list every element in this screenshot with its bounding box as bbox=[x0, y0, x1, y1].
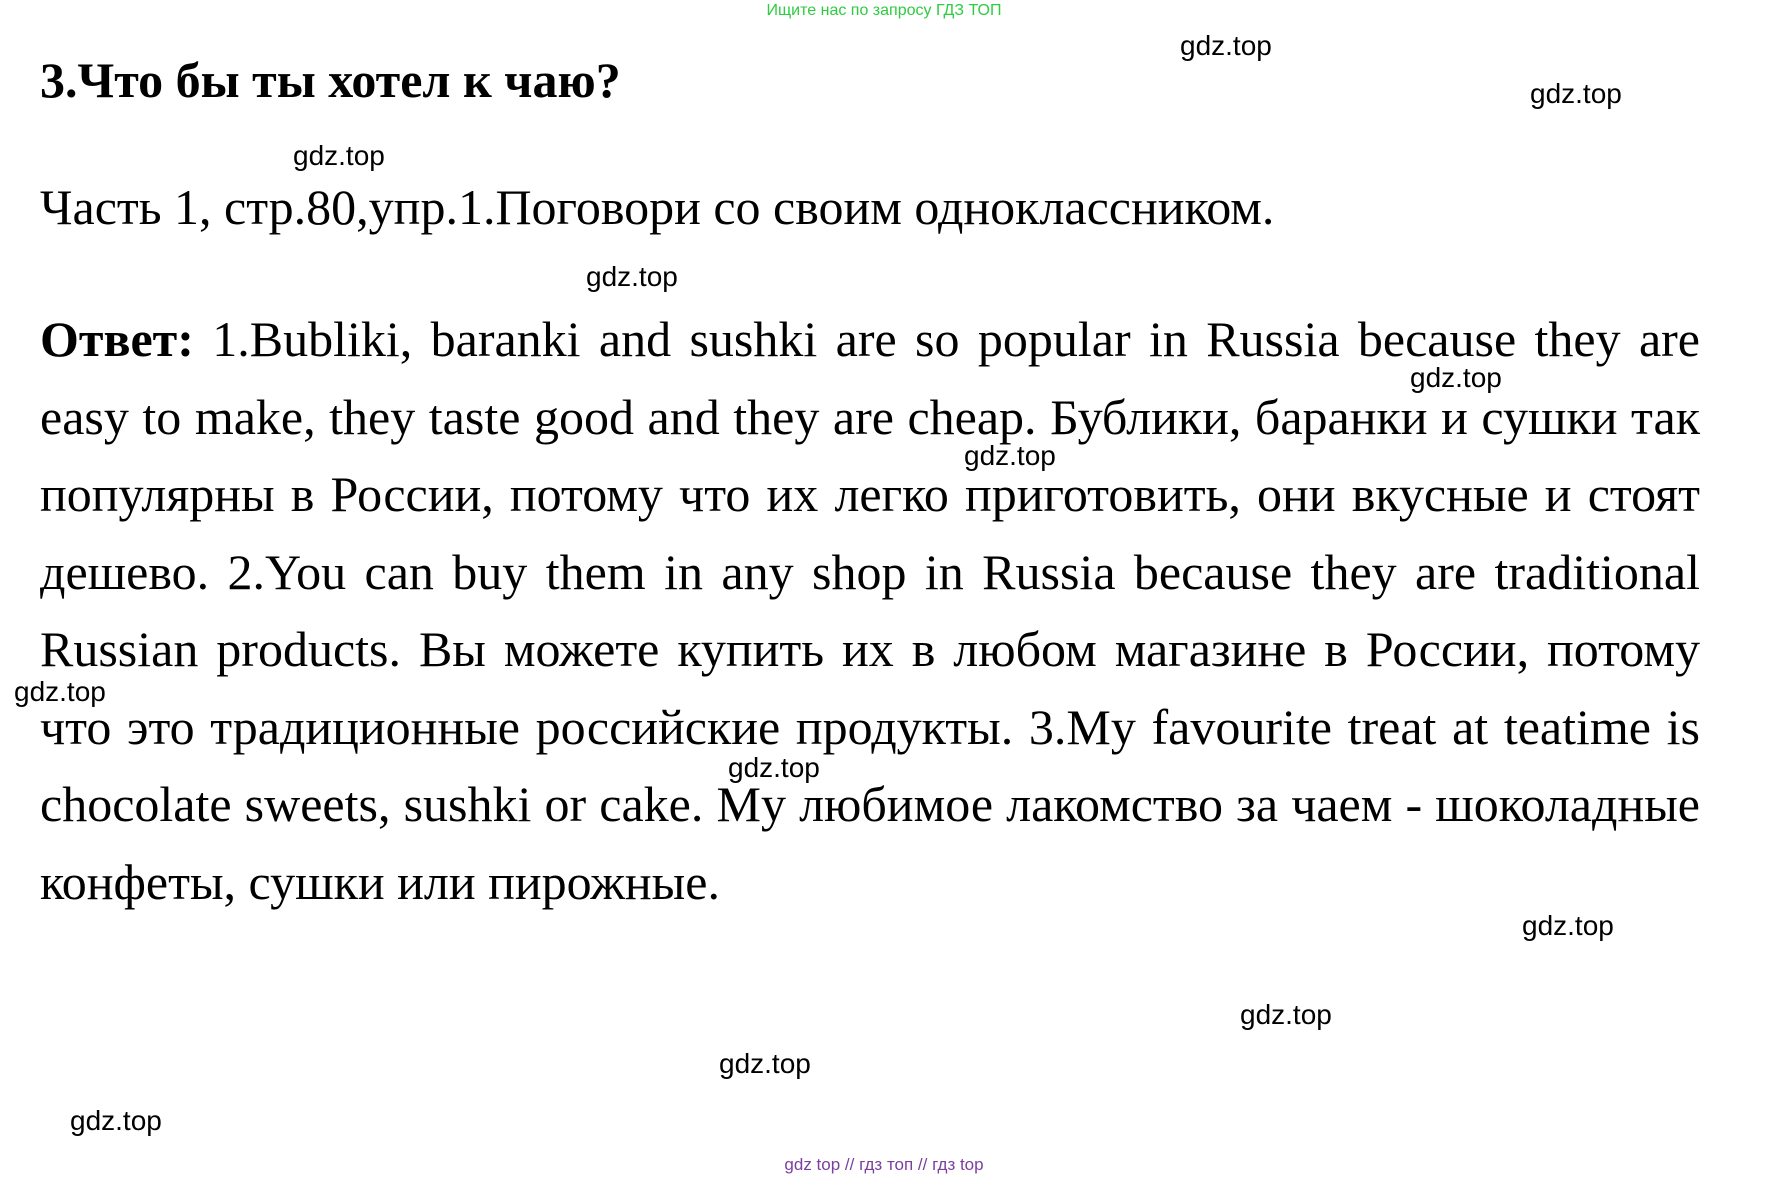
watermark: gdz.top bbox=[1522, 910, 1614, 941]
top-banner: Ищите нас по запросу ГДЗ ТОП bbox=[766, 2, 1002, 19]
watermark: gdz.top bbox=[728, 752, 820, 783]
watermark: gdz.top bbox=[719, 1048, 811, 1079]
watermark: gdz.top bbox=[964, 440, 1056, 471]
watermark: gdz.top bbox=[1180, 30, 1272, 61]
watermark: gdz.top bbox=[1530, 78, 1622, 109]
exercise-heading: 3.Что бы ты хотел к чаю? bbox=[40, 52, 621, 108]
answer-label: Ответ: bbox=[40, 311, 194, 367]
footer-watermark: gdz top // гдз топ // гдз top bbox=[784, 1155, 984, 1174]
watermark: gdz.top bbox=[1410, 362, 1502, 393]
watermark: gdz.top bbox=[1240, 999, 1332, 1030]
watermark: gdz.top bbox=[70, 1105, 162, 1136]
watermark: gdz.top bbox=[293, 140, 385, 171]
answer-text: 1.Bubliki, baranki and sushki are so popular in Russia because they are easy to make, they taste good and they are cheap. Бублики, баранки и сушки так популярны в России, потому что их легко приготовить, они вкусные и стоят дешево. 2.You can buy them in any shop in Russia because they are traditional Russian products. Вы можете купить их в любом магазине в России, потому что это традиционные российские продукты. 3.My favourite treat at teatime is chocolate sweets, sushki or cake. Мy любимое лакомство за чаем - шоколадные конфеты, сушки или пирожные. bbox=[40, 311, 1700, 910]
answer-paragraph bbox=[40, 301, 1700, 921]
watermark: gdz.top bbox=[14, 676, 106, 707]
task-statement: Часть 1, стр.80,упр.1.Поговори со своим одноклассником. bbox=[40, 179, 1275, 235]
watermark: gdz.top bbox=[586, 261, 678, 292]
